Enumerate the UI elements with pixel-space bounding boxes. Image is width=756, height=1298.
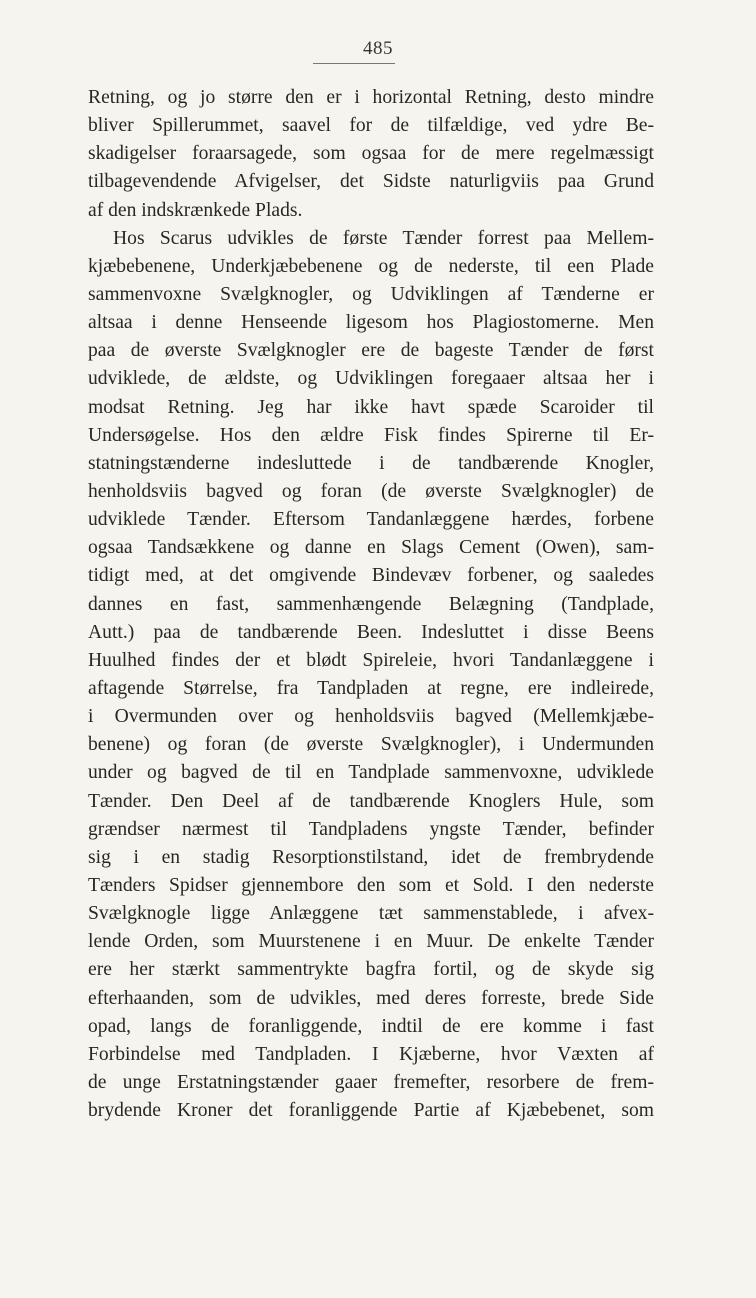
text-line: Huulhed findes der et blødt Spireleie, hvori Tandanlæggene i bbox=[88, 649, 654, 671]
text-line: altsaa i denne Henseende ligesom hos Plagiostomerne. Men bbox=[88, 312, 654, 334]
text-line: Forbindelse med Tandpladen. I Kjæberne, hvor Væxten af bbox=[88, 1043, 654, 1065]
text-line: henholdsviis bagved og foran (de øverste Svælgknogler) de bbox=[88, 480, 654, 502]
text-line: tilbagevendende Afvigelser, det Sidste naturligviis paa Grund bbox=[88, 171, 654, 193]
text-line: udviklede, de ældste, og Udviklingen foregaaer altsaa her i bbox=[88, 368, 654, 390]
paragraph-1 bbox=[88, 84, 654, 225]
text-line: i Overmunden over og henholdsviis bagved (Mellemkjæbe- bbox=[88, 706, 654, 728]
text-line: brydende Kroner det foranliggende Partie af Kjæbebenet, som bbox=[88, 1100, 654, 1122]
text-line: Retning, og jo større den er i horizontal Retning, desto mindre bbox=[88, 87, 654, 108]
text-line: aftagende Størrelse, fra Tandpladen at regne, ere indleirede, bbox=[88, 677, 654, 699]
text-line: skadigelser foraarsagede, som ogsaa for de mere regelmæssigt bbox=[88, 143, 654, 165]
text-line: bliver Spillerummet, saavel for de tilfældige, ved ydre Be- bbox=[88, 115, 654, 137]
text-line: Undersøgelse. Hos den ældre Fisk findes Spirerne til Er- bbox=[88, 424, 654, 446]
text-line: opad, langs de foranliggende, indtil de ere komme i fast bbox=[88, 1015, 654, 1037]
text-line: paa de øverste Svælgknogler ere de bageste Tænder de først bbox=[88, 340, 654, 362]
text-line: grændser nærmest til Tandpladens yngste Tænder, befinder bbox=[88, 818, 654, 840]
text-line: dannes en fast, sammenhængende Belægning (Tandplade, bbox=[88, 593, 654, 615]
text-line: under og bagved de til en Tandplade sammenvoxne, udviklede bbox=[88, 762, 654, 784]
paragraph-2 bbox=[88, 225, 654, 1126]
text-line: Svælgknogle ligge Anlæggene tæt sammenstablede, i afvex- bbox=[88, 903, 654, 925]
page-number-rule bbox=[313, 63, 395, 64]
text-line: sammenvoxne Svælgknogler, og Udviklingen af Tænderne er bbox=[88, 283, 654, 305]
text-line: Tænders Spidser gjennembore den som et Sold. I den nederste bbox=[88, 874, 654, 896]
text-line: de unge Erstatningstænder gaaer fremefter, resorbere de frem- bbox=[88, 1071, 654, 1093]
text-line: ere her stærkt sammentrykte bagfra fortil, og de skyde sig bbox=[88, 959, 654, 981]
text-line: efterhaanden, som de udvikles, med deres forreste, brede Side bbox=[88, 987, 654, 1009]
text-line: tidigt med, at det omgivende Bindevæv forbener, og saaledes bbox=[88, 565, 654, 587]
body-text bbox=[88, 84, 654, 1125]
text-line: Tænder. Den Deel af de tandbærende Knoglers Hule, som bbox=[88, 790, 654, 812]
page-number: 485 bbox=[363, 38, 393, 59]
text-line: Hos Scarus udvikles de første Tænder forrest paa Mellem- bbox=[113, 227, 654, 249]
text-line: modsat Retning. Jeg har ikke havt spæde Scaroider til bbox=[88, 396, 654, 418]
text-line: Autt.) paa de tandbærende Been. Indesluttet i disse Beens bbox=[88, 621, 654, 643]
text-line: af den indskrænkede Plads. bbox=[88, 199, 303, 221]
text-line: lende Orden, som Muurstenene i en Muur. De enkelte Tænder bbox=[88, 931, 654, 953]
text-line: udviklede Tænder. Eftersom Tandanlæggene hærdes, forbene bbox=[88, 509, 654, 531]
text-line: statningstænderne indesluttede i de tandbærende Knogler, bbox=[88, 452, 654, 474]
text-line: benene) og foran (de øverste Svælgknogler), i Undermunden bbox=[88, 734, 654, 756]
text-line: kjæbebenene, Underkjæbebenene og de nederste, til een Plade bbox=[88, 255, 654, 277]
text-line: sig i en stadig Resorptionstilstand, idet de frembrydende bbox=[88, 846, 654, 868]
text-line: ogsaa Tandsækkene og danne en Slags Cement (Owen), sam- bbox=[88, 537, 654, 559]
